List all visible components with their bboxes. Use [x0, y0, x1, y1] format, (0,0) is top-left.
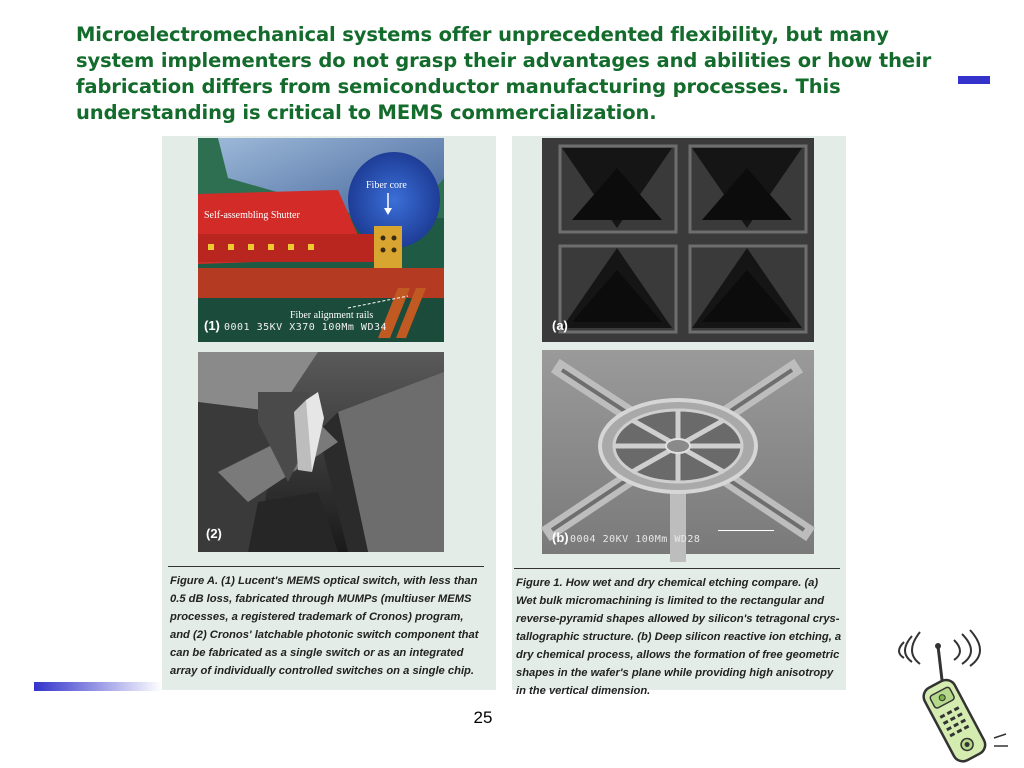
photo-a-label: (a) — [552, 318, 568, 333]
cell-phone-clipart-icon — [882, 630, 1012, 760]
right-caption-line: Figure 1. How wet and dry chemical etching compare. (a) — [516, 577, 819, 589]
decorative-bar-bottom-left — [34, 682, 162, 691]
left-caption-line: array of individually controlled switches on a single chip. — [170, 665, 474, 677]
photo-latchable-switch — [198, 352, 444, 552]
left-caption-line: and (2) Cronos' latchable photonic switch component that — [170, 629, 479, 641]
right-caption-line: shapes in the wafer's plane while providing high anisotropy — [516, 667, 834, 679]
decorative-bar-top-right — [958, 76, 990, 84]
right-caption-line: reverse-pyramid shapes allowed by silicon's tetragonal crys- — [516, 613, 840, 625]
left-caption-line: can be fabricated as a single switch or as an integrated — [170, 647, 464, 659]
right-caption-line: dry chemical process, allows the formation of free geometric — [516, 649, 840, 661]
annotation-fiber-alignment-rails: Fiber alignment rails — [290, 310, 374, 321]
photo1-label: (1) — [204, 318, 220, 333]
slide-headline: Microelectromechanical systems offer unprecedented flexibility, but many system implementers do not grasp their advantages and abilities or how their fabrication differs from semiconductor manufacturing processes. This understanding is critical to MEMS commercialization. — [76, 23, 932, 124]
photo-b-sem-readout: 0004 20KV 100Mm WD28 — [570, 534, 701, 545]
photo-wet-etching — [542, 138, 814, 342]
left-figure-panel — [162, 136, 496, 690]
photo1-sem-readout: 0001 35KV X370 100Mm WD34 — [224, 322, 388, 333]
annotation-fiber-core: Fiber core — [366, 180, 407, 191]
photo-b-label: (b) — [552, 530, 569, 545]
scale-bar — [718, 530, 774, 531]
left-caption-line: Figure A. (1) Lucent's MEMS optical switch, with less than — [170, 575, 478, 587]
photo-dry-etching — [542, 350, 814, 554]
left-caption-line: processes, a registered trademark of Cronos) program, — [170, 611, 464, 623]
right-caption-line: Wet bulk micromachining is limited to the rectangular and — [516, 595, 825, 607]
photo-optical-switch — [198, 138, 444, 342]
right-caption-line: tallographic structure. (b) Deep silicon reactive ion etching, a — [516, 631, 842, 643]
left-figure-caption — [170, 572, 496, 680]
page-number: 25 — [473, 708, 493, 727]
photo2-label: (2) — [206, 526, 222, 541]
right-caption-line: in the vertical dimension. — [516, 685, 651, 697]
left-caption-line: 0.5 dB loss, fabricated through MUMPs (multiuser MEMS — [170, 593, 472, 605]
annotation-self-assembling-shutter: Self-assembling Shutter — [204, 210, 300, 221]
right-caption-rule — [514, 568, 840, 569]
right-figure-panel — [512, 136, 846, 697]
right-figure-caption — [516, 574, 846, 697]
left-caption-rule — [168, 566, 484, 567]
